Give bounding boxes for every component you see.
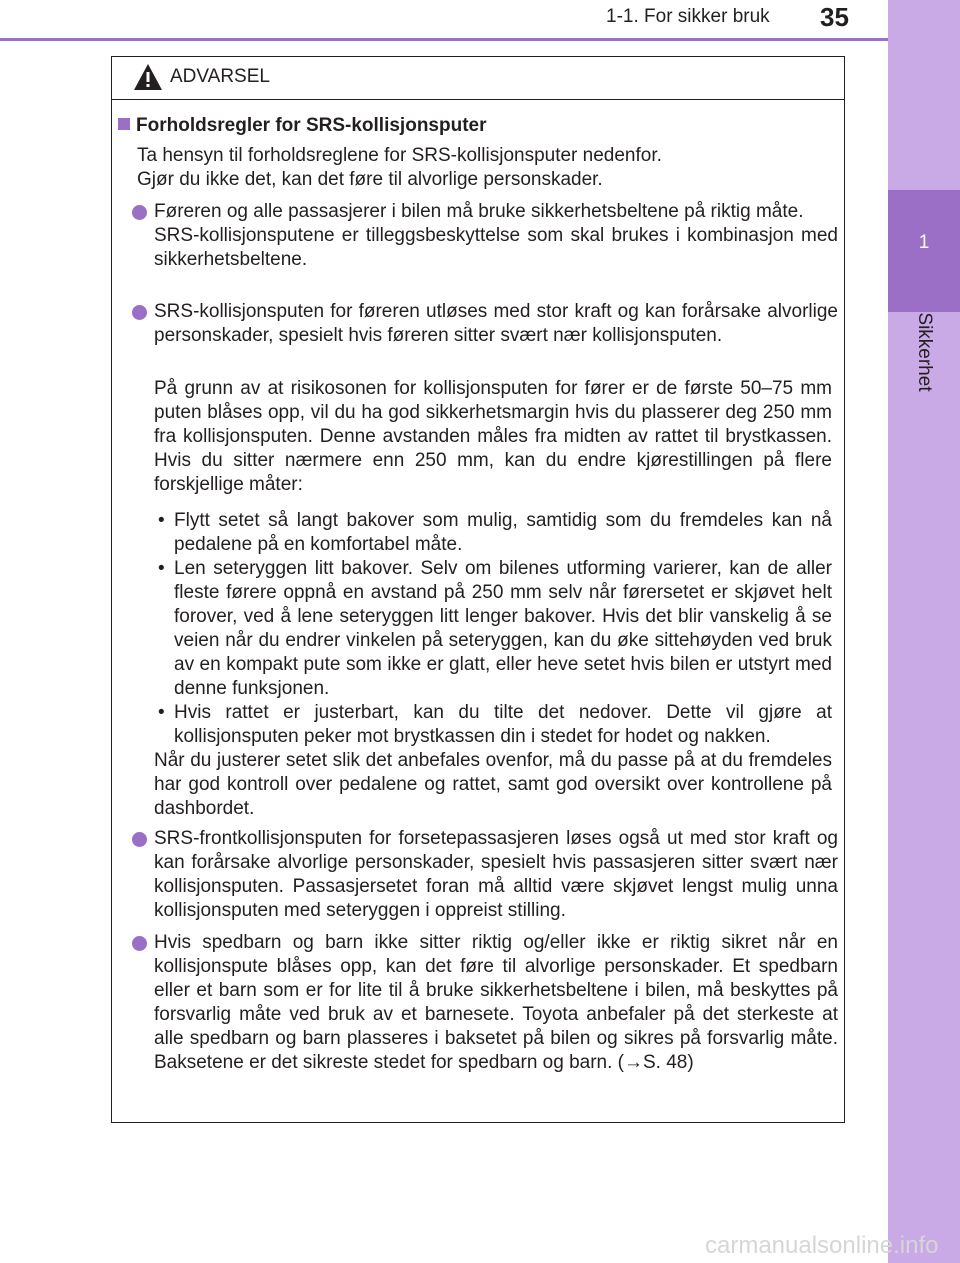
side-tab-number: 1 — [918, 232, 930, 253]
warning-label: ADVARSEL — [170, 66, 270, 87]
bullet-4: Hvis spedbarn og barn ikke sitter riktig og/eller ikke er riktig sikret når en kollisjonspute blåses opp, kan det føre til alvorlige personskader. Et spedbarn eller et barn som er for lite til å bruke sikkerhetsbeltene i bilen, må beskyttes på forsvarlig måte ved bruk av et barnesete. Toyota anbefaler på det sterkeste at alle spedbarn og barn plasseres i baksetet på bilen og sikres på forsvarlig måte. Baksetene er det sikreste stedet for spedbarn og barn. (→S. 48) — [154, 932, 838, 1073]
intro-line-1: Ta hensyn til forholdsreglene for SRS-kollisjonsputer nedenfor. — [137, 145, 662, 166]
bullet-1-text: Føreren og alle passasjerer i bilen må bruke sikkerhetsbeltene på riktig måte. — [154, 201, 804, 222]
warning-header — [112, 57, 844, 100]
bullet-2-text: SRS-kollisjonsputen for føreren utløses med stor kraft og kan forårsake alvorlige personskader, spesielt hvis føreren sitter svært nær kollisjonsputen. — [154, 301, 838, 346]
watermark: carmanualsonline.info — [705, 1232, 939, 1259]
side-tab-title: Sikkerhet — [914, 312, 935, 392]
header-rule — [0, 38, 888, 41]
dot-bullet: • — [158, 510, 165, 531]
circle-bullet-icon — [132, 205, 147, 220]
page-number: 35 — [820, 2, 849, 32]
bullet-2 — [154, 300, 838, 348]
bullet-2-paragraph: På grunn av at risikosonen for kollisjonsputen for fører er de første 50–75 mm puten blåses opp, vil du ha god sikkerhetsmargin hvis du plasserer deg 250 mm fra kollisjonsputen. Denne avstanden måles fra midten av rattet til brystkassen. Hvis du sitter nærmere enn 250 mm, kan du endre kjørestillingen på flere forskjellige måter: — [154, 378, 832, 495]
square-bullet-icon — [118, 118, 130, 130]
circle-bullet-icon — [132, 305, 147, 320]
warning-heading — [118, 114, 487, 138]
warning-triangle-icon — [132, 61, 164, 93]
warning-heading-text: Forholdsregler for SRS-kollisjonsputer — [136, 115, 487, 136]
sub-item-3: Hvis rattet er justerbart, kan du tilte det nedover. Dette vil gjøre at kollisjonsputen peker mot brystkassen din i stedet for hodet og nakken. — [174, 702, 832, 747]
intro — [137, 144, 827, 192]
dot-bullet: • — [158, 558, 165, 579]
circle-bullet-icon — [132, 832, 147, 847]
bullet-1-text-2: SRS-kollisjonsputene er tilleggsbeskyttelse som skal brukes i kombinasjon med sikkerhetsbeltene. — [154, 225, 838, 270]
bullet-1 — [154, 200, 838, 272]
circle-bullet-icon — [132, 936, 147, 951]
bullet-3: SRS-frontkollisjonsputen for forsetepassasjeren løses også ut med stor kraft og kan forårsake alvorlige personskader, spesielt hvis passasjeren sitter svært nær kollisjonsputen. Passasjersetet foran må alltid være skjøvet lengst mulig unna kollisjonsputen med seteryggen i oppreist stilling. — [154, 828, 838, 921]
warning-box — [111, 56, 845, 1123]
bullet-2-after: Når du justerer setet slik det anbefales ovenfor, må du passe på at du fremdeles har god kontroll over pedalene og rattet, samt god oversikt over kontrollene på dashbordet. — [154, 750, 832, 819]
intro-line-2: Gjør du ikke det, kan det føre til alvorlige personskader. — [137, 169, 603, 190]
section-title: 1-1. For sikker bruk — [606, 6, 770, 27]
dot-bullet: • — [158, 702, 165, 723]
sub-item-1: Flytt setet så langt bakover som mulig, samtidig som du fremdeles kan nå pedalene på en komfortabel måte. — [174, 510, 832, 555]
sub-item-2: Len seteryggen litt bakover. Selv om bilenes utforming varierer, kan de aller fleste førere oppnå en avstand på 250 mm selv når førersetet er skjøvet helt forover, ved å lene seteryggen litt lenger bakover. Hvis det blir vanskelig å se veien når du endrer vinkelen på seteryggen, kan du øke sittehøyden ved bruk av en kompakt pute som ikke er glatt, eller heve setet hvis bilen er utstyrt med denne funksjonen. — [174, 558, 832, 699]
